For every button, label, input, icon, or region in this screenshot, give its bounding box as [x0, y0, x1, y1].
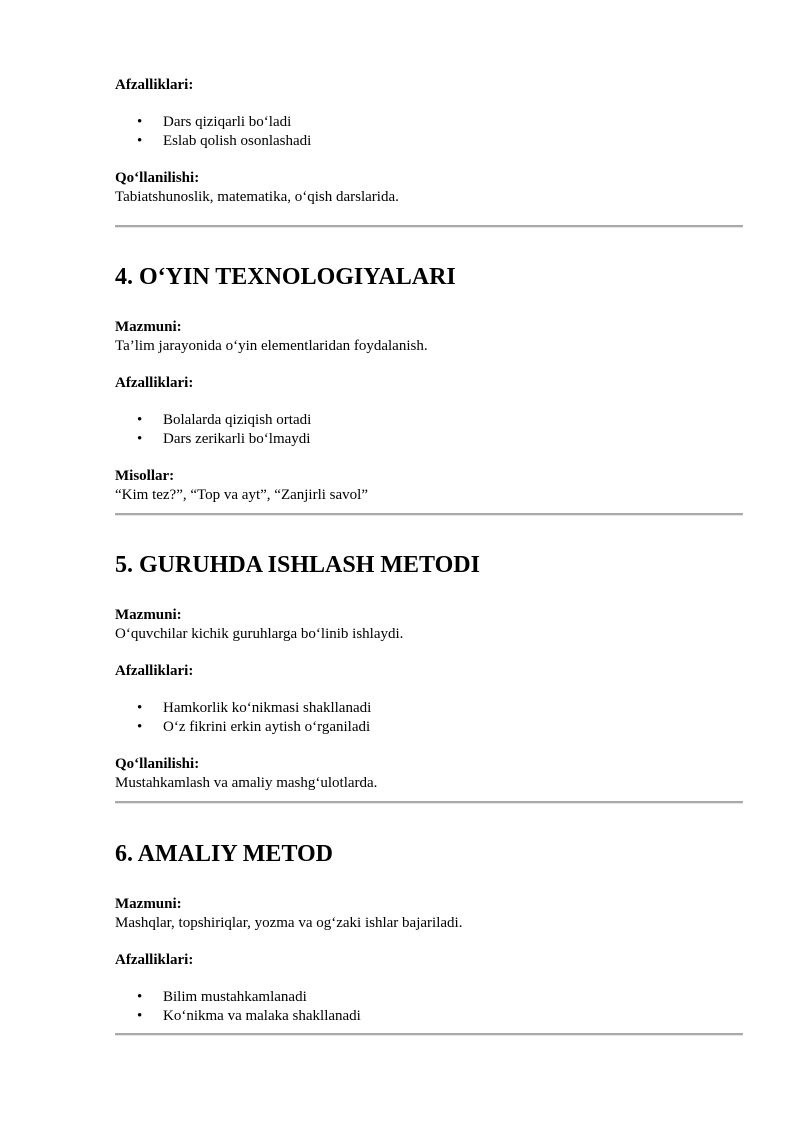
- list-item: • Hamkorlik ko‘nikmasi shakllanadi: [137, 700, 372, 716]
- content-label: Mazmuni:: [115, 319, 182, 335]
- advantages-list: [115, 699, 743, 737]
- section-divider: [115, 1033, 743, 1036]
- list-item: • Dars zerikarli bo‘lmaydi: [137, 431, 311, 447]
- advantages-label: Afzalliklari:: [115, 952, 194, 968]
- usage-label: Qo‘llanilishi:: [115, 170, 200, 186]
- list-item: • Bilim mustahkamlanadi: [137, 989, 307, 1005]
- section-title: 6. AMALIY METOD: [115, 841, 334, 867]
- advantages-label: Afzalliklari:: [115, 663, 194, 679]
- content-text: O‘quvchilar kichik guruhlarga bo‘linib ishlaydi.: [115, 626, 404, 642]
- bullet-icon: •: [137, 114, 143, 130]
- section-divider: [115, 225, 743, 228]
- advantages-label: Afzalliklari:: [115, 375, 194, 391]
- list-item: • Bolalarda qiziqish ortadi: [137, 412, 312, 428]
- usage-label: Qo‘llanilishi:: [115, 756, 200, 772]
- bullet-icon: •: [137, 989, 143, 1005]
- bullet-icon: •: [137, 719, 143, 735]
- content-label: Mazmuni:: [115, 896, 182, 912]
- section-6: [115, 840, 743, 1026]
- content-text: Ta’lim jarayonida o‘yin elementlaridan foydalanish.: [115, 338, 428, 354]
- section-5: [115, 551, 743, 793]
- bullet-icon: •: [137, 133, 143, 149]
- section-divider: [115, 513, 743, 516]
- intro-fragment: [115, 76, 399, 207]
- content-text: Mashqlar, topshiriqlar, yozma va og‘zaki ishlar bajariladi.: [115, 915, 463, 931]
- bullet-icon: •: [137, 700, 143, 716]
- section-divider: [115, 801, 743, 804]
- advantages-label: Afzalliklari:: [115, 77, 194, 93]
- usage-text: Mustahkamlash va amaliy mashg‘ulotlarda.: [115, 775, 378, 791]
- section-title: 4. O‘YIN TEXNOLOGIYALARI: [115, 264, 456, 290]
- examples-text: “Kim tez?”, “Top va ayt”, “Zanjirli savol”: [115, 487, 369, 503]
- usage-text: Tabiatshunoslik, matematika, o‘qish darslarida.: [115, 189, 399, 205]
- advantages-list: [115, 988, 743, 1026]
- advantages-list: [115, 411, 743, 449]
- list-item: • Eslab qolish osonlashadi: [137, 133, 312, 149]
- examples-label: Misollar:: [115, 468, 175, 484]
- section-title: 5. GURUHDA ISHLASH METODI: [115, 552, 480, 578]
- content-label: Mazmuni:: [115, 607, 182, 623]
- section-4: [115, 263, 743, 505]
- list-item: • Ko‘nikma va malaka shakllanadi: [137, 1008, 361, 1024]
- list-item: • Dars qiziqarli bo‘ladi: [137, 114, 292, 130]
- list-item: • O‘z fikrini erkin aytish o‘rganiladi: [137, 719, 371, 735]
- bullet-icon: •: [137, 431, 143, 447]
- bullet-icon: •: [137, 412, 143, 428]
- bullet-icon: •: [137, 1008, 143, 1024]
- advantages-list: [115, 113, 399, 151]
